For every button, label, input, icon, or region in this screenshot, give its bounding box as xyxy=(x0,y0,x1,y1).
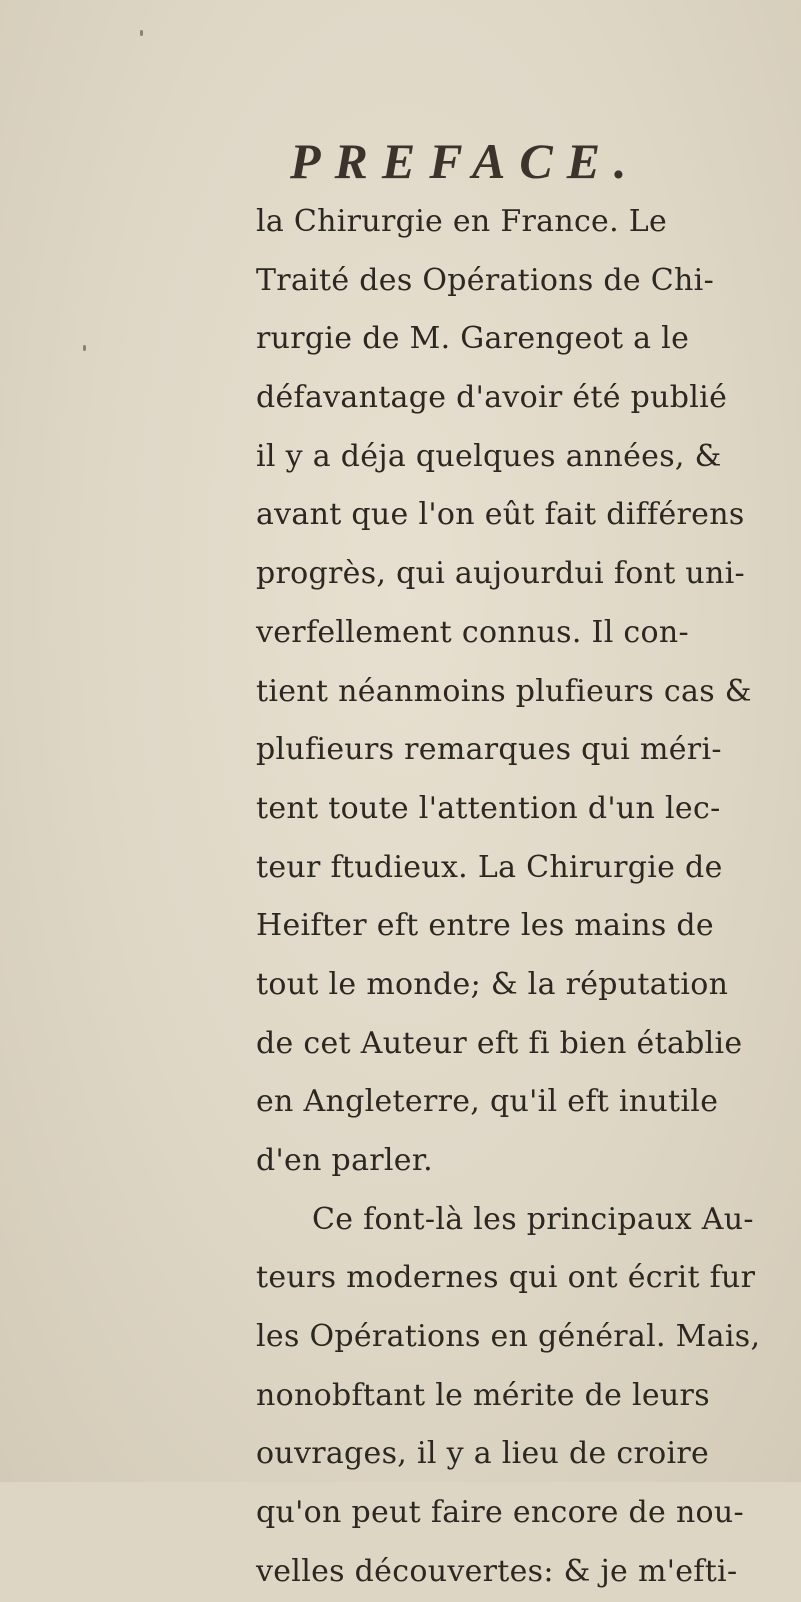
text-line: Traité des Opérations de Chi- xyxy=(256,262,715,298)
running-header: PREFACE. xyxy=(290,133,641,189)
text-line: il y a déja quelques années, & xyxy=(256,438,722,474)
text-line: teur ftudieux. La Chirurgie de xyxy=(256,849,723,885)
text-line: en Angleterre, qu'il eft inutile xyxy=(256,1084,719,1120)
text-line: ouvrages, il y a lieu de croire xyxy=(256,1436,710,1472)
text-line: qu'on peut faire encore de nou- xyxy=(256,1495,744,1531)
text-line: défavantage d'avoir été publié xyxy=(256,380,728,416)
text-line: plufieurs remarques qui méri- xyxy=(256,732,722,768)
text-line: les Opérations en général. Mais, xyxy=(256,1319,761,1355)
text-line: de cet Auteur eft fi bien établie xyxy=(256,1025,743,1061)
text-line: d'en parler. xyxy=(256,1143,434,1178)
text-line: rurgie de M. Garengeot a le xyxy=(256,321,690,357)
paper-speck xyxy=(83,345,86,351)
text-line: Heifter eft entre les mains de xyxy=(256,908,714,944)
text-line: la Chirurgie en France. Le xyxy=(256,204,668,239)
text-line: nonobftant le mérite de leurs xyxy=(256,1377,710,1413)
text-line: tient néanmoins plufieurs cas & xyxy=(256,673,752,709)
text-line: tout le monde; & la réputation xyxy=(256,966,729,1002)
text-line: progrès, qui aujourdui font uni- xyxy=(256,556,745,592)
paragraph-start-line: Ce font-là les principaux Au- xyxy=(312,1201,754,1237)
paper-speck xyxy=(140,30,143,36)
text-line: avant que l'on eût fait différens xyxy=(256,497,745,533)
body-text xyxy=(256,193,796,1602)
text-line: teurs modernes qui ont écrit fur xyxy=(256,1260,756,1296)
text-line: velles découvertes: & je m'efti- xyxy=(256,1553,738,1589)
text-line: verfellement connus. Il con- xyxy=(256,614,689,650)
text-line: tent toute l'attention d'un lec- xyxy=(256,790,721,826)
